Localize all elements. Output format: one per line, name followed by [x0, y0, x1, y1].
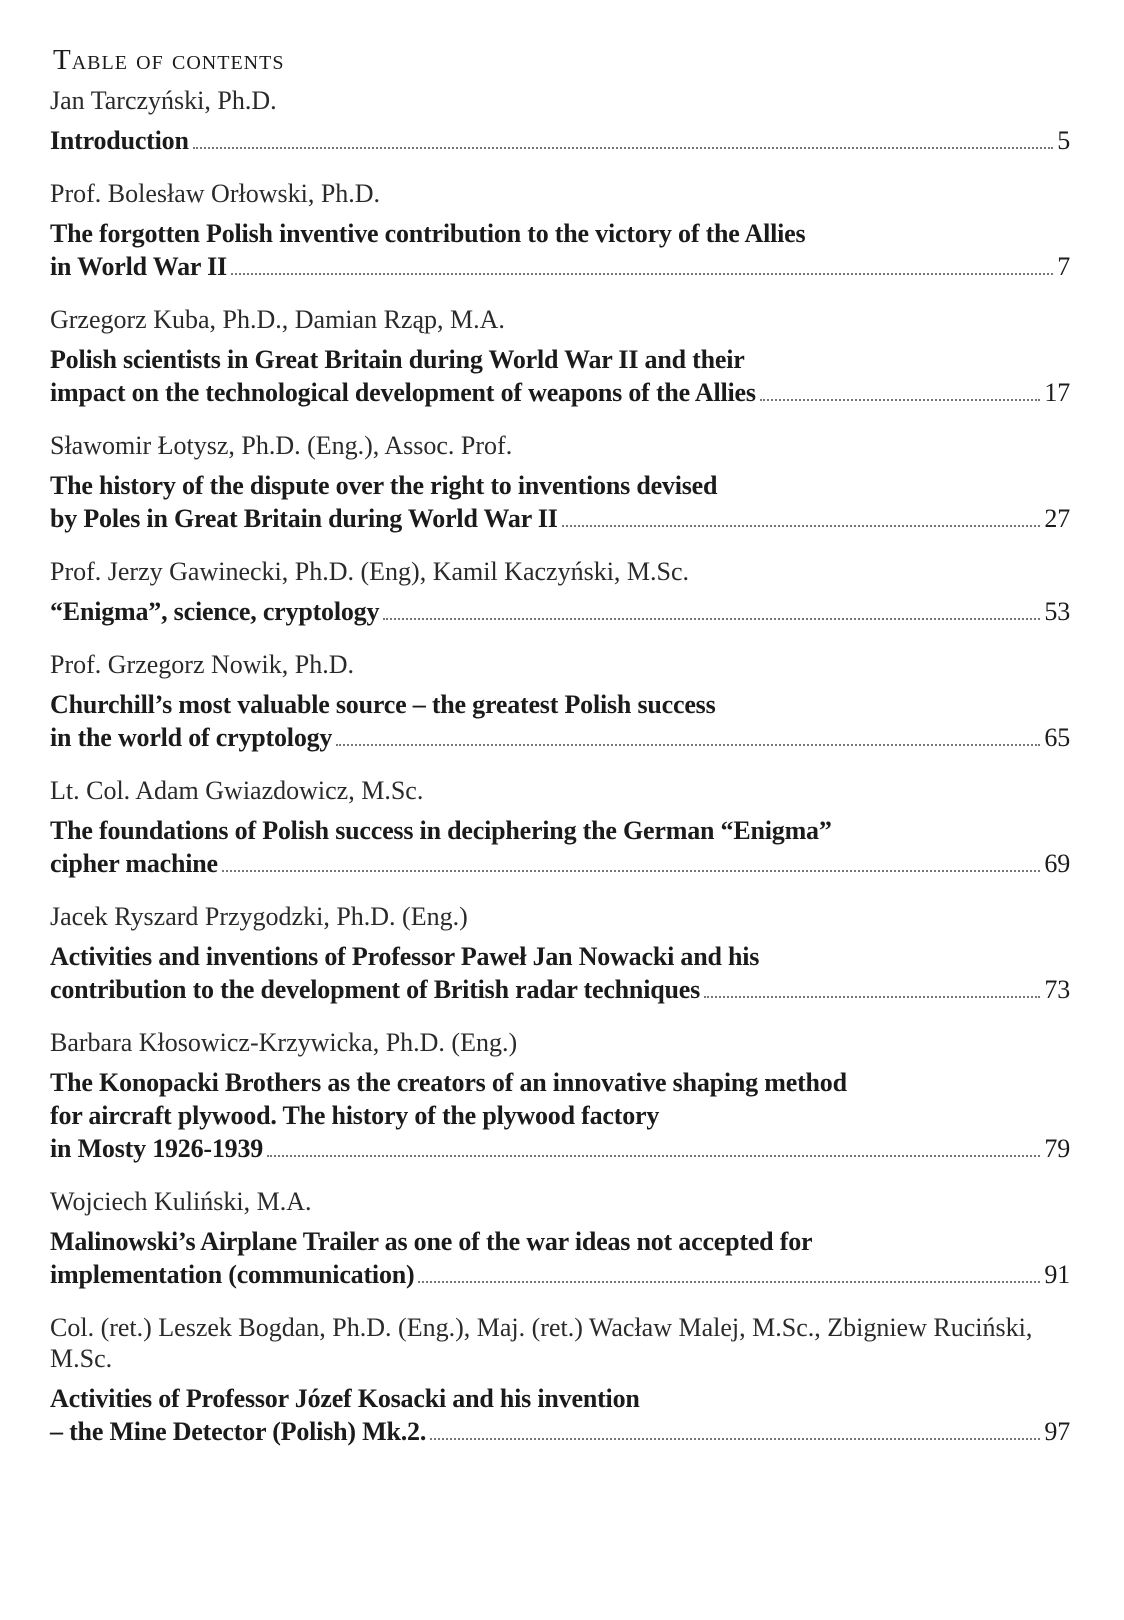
toc-entry[interactable] [50, 430, 1070, 535]
entry-title-final-line [50, 1132, 1070, 1165]
toc-heading: Table of contents [53, 44, 285, 76]
entry-authors: Wojciech Kuliński, M.A. [50, 1187, 312, 1216]
toc-entry-list [50, 85, 1070, 1448]
page-number: 27 [1044, 504, 1070, 533]
entry-title-line: Activities of Professor Józef Kosacki and his invention [50, 1384, 640, 1413]
entry-authors: Sławomir Łotysz, Ph.D. (Eng.), Assoc. Prof. [50, 431, 513, 460]
toc-entry[interactable] [50, 1027, 1070, 1165]
entry-title-text: by Poles in Great Britain during World War II [50, 504, 558, 533]
entry-authors: Jacek Ryszard Przygodzki, Ph.D. (Eng.) [50, 902, 468, 931]
entry-title-final-line [50, 124, 1070, 157]
entry-title-final-line [50, 721, 1070, 754]
page-number: 97 [1044, 1417, 1070, 1446]
toc-entry[interactable] [50, 1312, 1070, 1448]
entry-title-text: “Enigma”, science, cryptology [50, 597, 380, 626]
page-number: 5 [1057, 126, 1070, 155]
toc-entry[interactable] [50, 304, 1070, 409]
page-number: 65 [1044, 723, 1070, 752]
page-number: 69 [1044, 849, 1070, 878]
page-number: 7 [1057, 252, 1070, 281]
entry-authors: Grzegorz Kuba, Ph.D., Damian Rząp, M.A. [50, 305, 505, 334]
entry-title-line: The Konopacki Brothers as the creators of an innovative shaping method [50, 1068, 847, 1097]
dot-leader [418, 1281, 1040, 1283]
entry-authors: Prof. Jerzy Gawinecki, Ph.D. (Eng), Kamil Kaczyński, M.Sc. [50, 557, 690, 586]
page-number: 17 [1044, 378, 1070, 407]
entry-title-text: in World War II [50, 252, 227, 281]
toc-entry[interactable] [50, 1186, 1070, 1291]
entry-title-line: The forgotten Polish inventive contribution to the victory of the Allies [50, 219, 806, 248]
entry-title-final-line [50, 250, 1070, 283]
entry-title-line: The foundations of Polish success in deciphering the German “Enigma” [50, 816, 832, 845]
entry-authors: Jan Tarczyński, Ph.D. [50, 86, 277, 115]
entry-title-line: The history of the dispute over the right to inventions devised [50, 471, 718, 500]
dot-leader [430, 1438, 1040, 1440]
entry-title-final-line [50, 1258, 1070, 1291]
entry-title-text: in the world of cryptology [50, 723, 333, 752]
entry-authors: Prof. Grzegorz Nowik, Ph.D. [50, 650, 355, 679]
entry-authors: Lt. Col. Adam Gwiazdowicz, M.Sc. [50, 776, 424, 805]
page-number: 73 [1044, 975, 1070, 1004]
dot-leader [267, 1155, 1040, 1157]
toc-entry[interactable] [50, 649, 1070, 754]
entry-title-line: Malinowski’s Airplane Trailer as one of the war ideas not accepted for [50, 1227, 813, 1256]
entry-title-line: Churchill’s most valuable source – the greatest Polish success [50, 690, 716, 719]
dot-leader [383, 618, 1040, 620]
entry-title-text: Introduction [50, 126, 189, 155]
entry-title-final-line [50, 376, 1070, 409]
toc-entry[interactable] [50, 775, 1070, 880]
dot-leader [562, 525, 1041, 527]
entry-title-text: implementation (communication) [50, 1260, 415, 1289]
entry-title-final-line [50, 502, 1070, 535]
entry-title-final-line [50, 847, 1070, 880]
page-number: 53 [1044, 597, 1070, 626]
entry-title-text: contribution to the development of British radar techniques [50, 975, 700, 1004]
dot-leader [231, 273, 1053, 275]
toc-entry[interactable] [50, 901, 1070, 1006]
toc-entry[interactable] [50, 178, 1070, 283]
page-number: 91 [1044, 1260, 1070, 1289]
entry-title-final-line [50, 1415, 1070, 1448]
toc-entry[interactable] [50, 85, 1070, 157]
entry-title-text: in Mosty 1926-1939 [50, 1134, 264, 1163]
entry-title-line: Activities and inventions of Professor Paweł Jan Nowacki and his [50, 942, 760, 971]
entry-authors: Col. (ret.) Leszek Bogdan, Ph.D. (Eng.), Maj. (ret.) Wacław Malej, M.Sc., Zbigniew Ruciński, M.Sc. [50, 1313, 1033, 1373]
entry-title-line: for aircraft plywood. The history of the plywood factory [50, 1101, 660, 1130]
dot-leader [336, 744, 1040, 746]
table-of-contents [50, 44, 1070, 1469]
toc-entry[interactable] [50, 556, 1070, 628]
entry-title-final-line [50, 595, 1070, 628]
entry-title-text: impact on the technological development of weapons of the Allies [50, 378, 756, 407]
entry-title-line: Polish scientists in Great Britain during World War II and their [50, 345, 745, 374]
entry-title-text: – the Mine Detector (Polish) Mk.2. [50, 1417, 427, 1446]
dot-leader [760, 399, 1041, 401]
entry-title-final-line [50, 973, 1070, 1006]
dot-leader [704, 996, 1040, 998]
entry-authors: Prof. Bolesław Orłowski, Ph.D. [50, 179, 381, 208]
entry-authors: Barbara Kłosowicz-Krzywicka, Ph.D. (Eng.) [50, 1028, 518, 1057]
dot-leader [193, 147, 1053, 149]
page-number: 79 [1044, 1134, 1070, 1163]
entry-title-text: cipher machine [50, 849, 218, 878]
dot-leader [222, 870, 1041, 872]
